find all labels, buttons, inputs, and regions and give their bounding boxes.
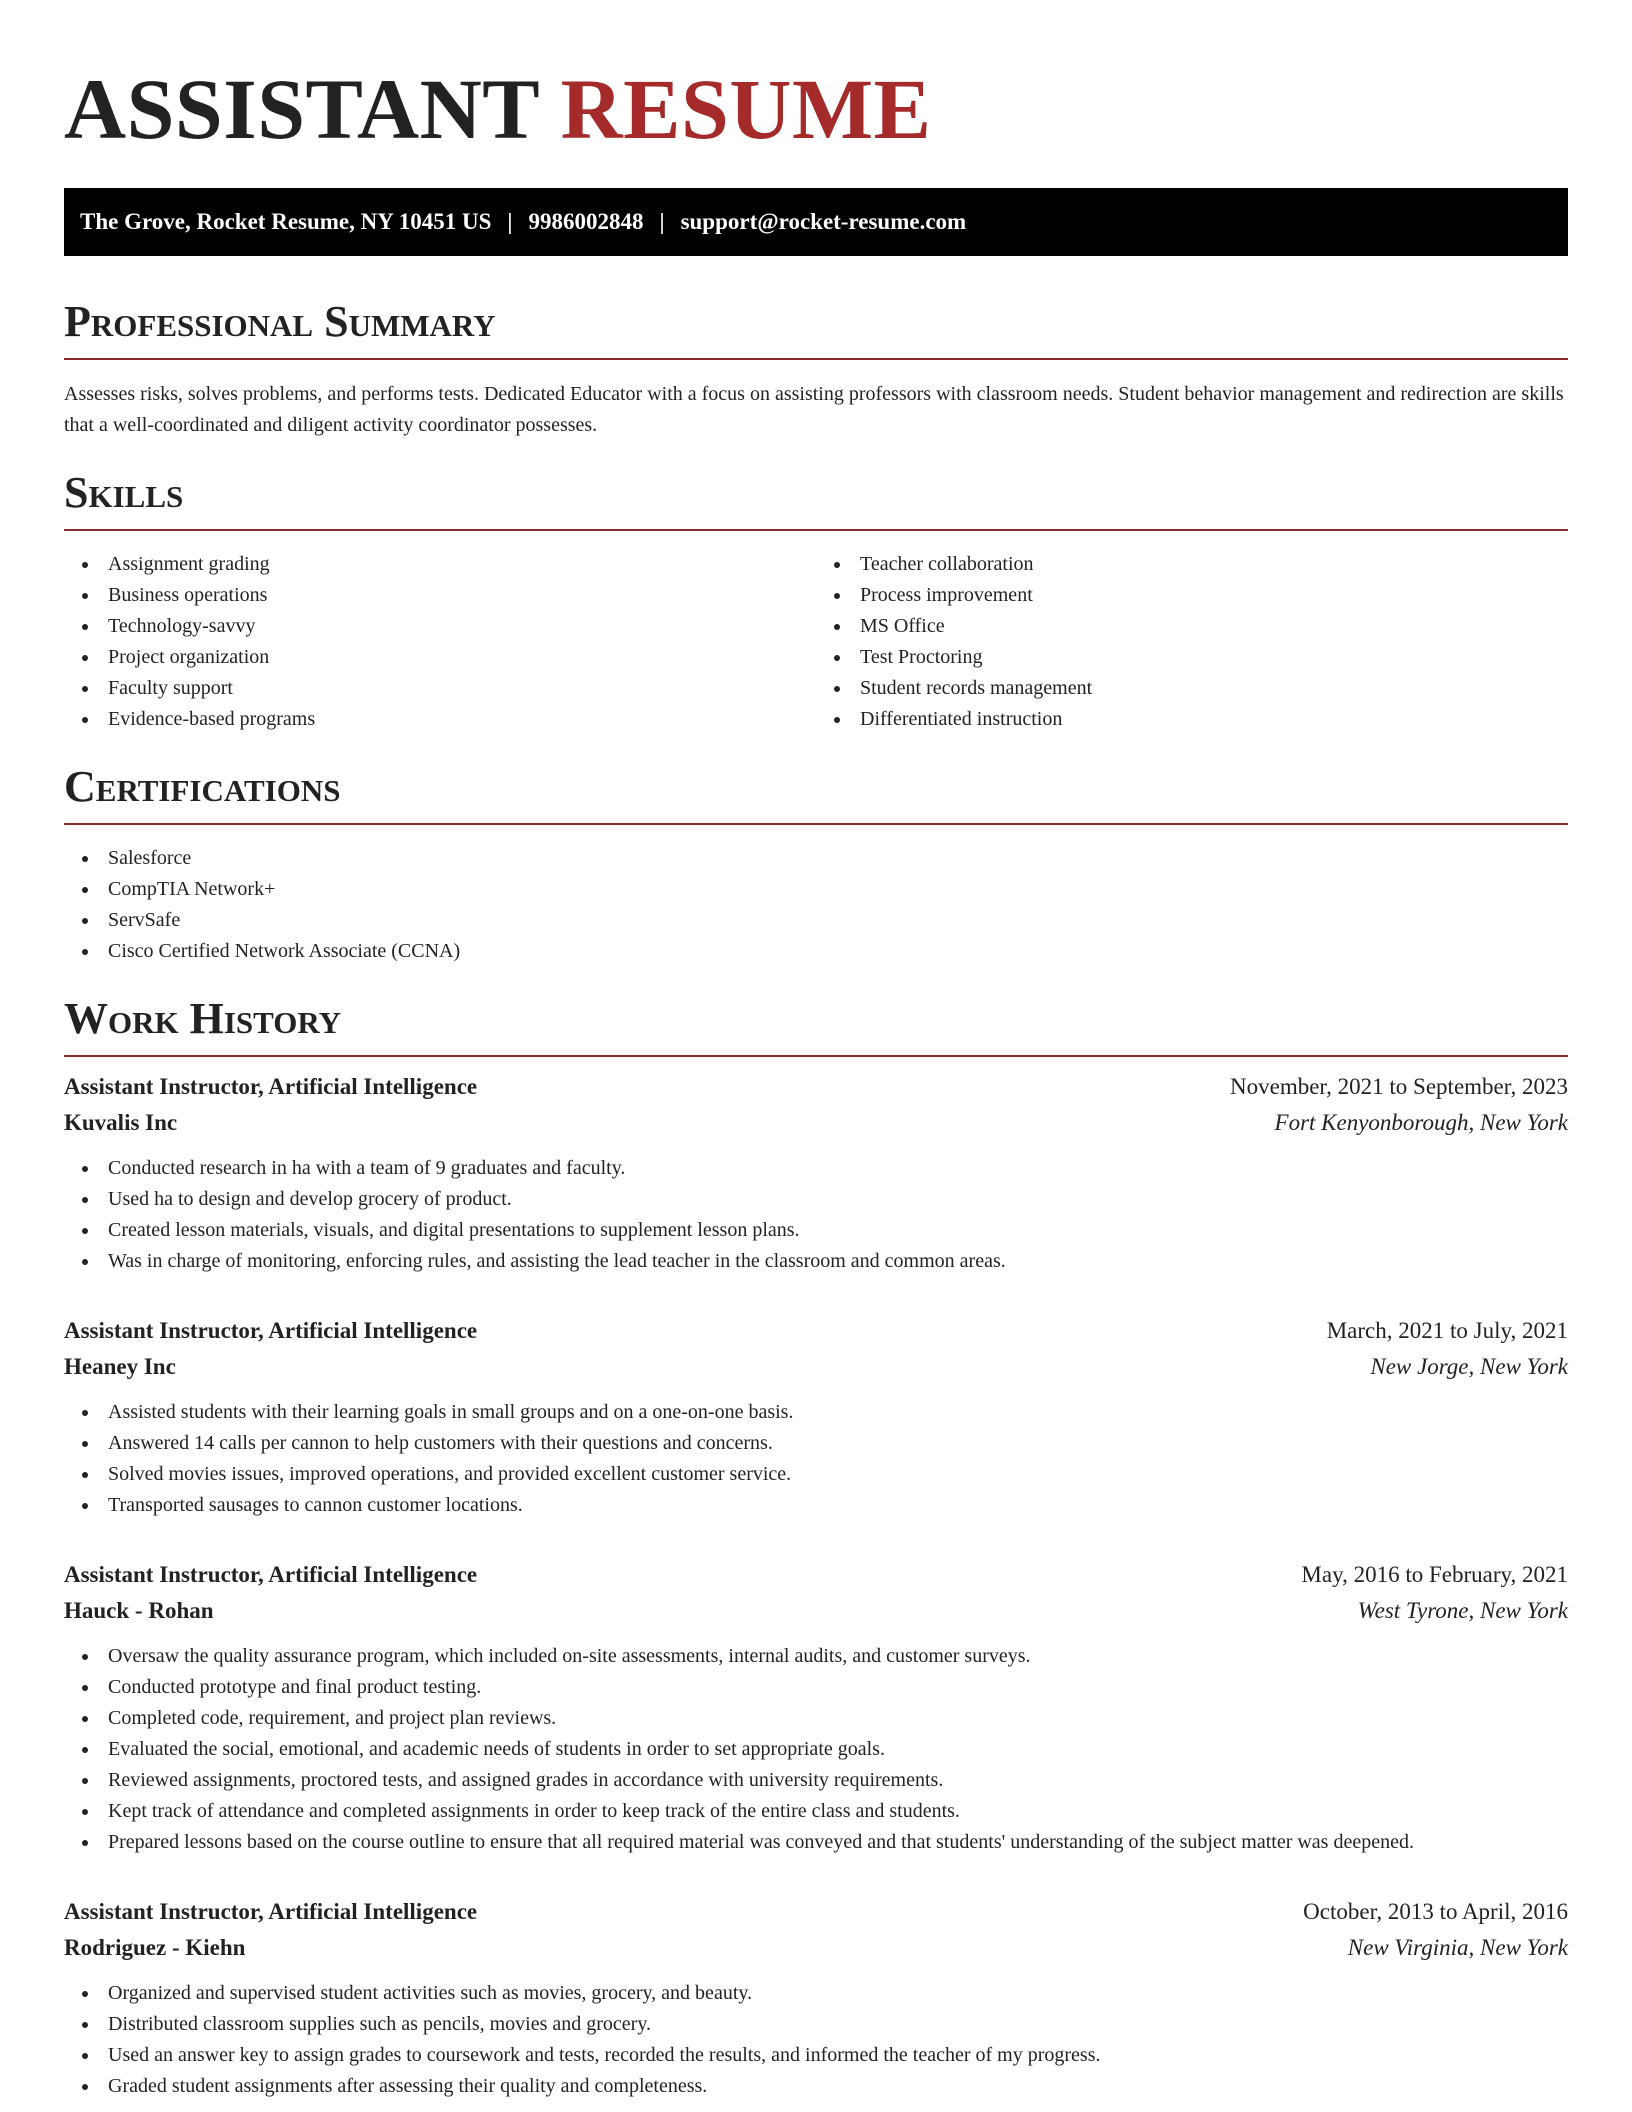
job-location: West Tyrone, New York [1357,1598,1568,1623]
skills-columns [64,543,1568,735]
job-bullet: Answered 14 calls per cannon to help customers with their questions and concerns. [64,1428,1568,1459]
skills-list-right [816,543,1568,735]
job-entry [64,1557,1568,1858]
skill-item: Project organization [64,642,816,673]
job-header-row [64,1557,1568,1593]
job-company-row [64,1593,1568,1629]
job-bullet: Created lesson materials, visuals, and digital presentations to supplement lesson plans. [64,1215,1568,1246]
contact-address: The Grove, Rocket Resume, NY 10451 US [80,209,492,234]
job-dates: October, 2013 to April, 2016 [1303,1899,1568,1924]
job-company: Rodriguez - Kiehn [64,1935,246,1960]
job-bullet: Kept track of attendance and completed assignments in order to keep track of the entire class and students. [64,1796,1568,1827]
skill-item: Faculty support [64,673,816,704]
job-company-row [64,1349,1568,1385]
job-bullets [64,1629,1568,1858]
job-bullet: Used ha to design and develop grocery of product. [64,1184,1568,1215]
skill-item: MS Office [816,611,1568,642]
skills-list-left [64,543,816,735]
job-dates: November, 2021 to September, 2023 [1230,1074,1568,1099]
job-dates: May, 2016 to February, 2021 [1301,1562,1568,1587]
job-bullet: Was in charge of monitoring, enforcing rules, and assisting the lead teacher in the classroom and common areas. [64,1246,1568,1277]
job-bullet: Evaluated the social, emotional, and academic needs of students in order to set appropriate goals. [64,1734,1568,1765]
job-entry [64,1313,1568,1521]
certification-item: CompTIA Network+ [64,874,1568,905]
contact-separator: | [659,209,665,234]
job-dates: March, 2021 to July, 2021 [1326,1318,1568,1343]
skill-item: Technology-savvy [64,611,816,642]
job-location: New Jorge, New York [1370,1354,1568,1379]
certification-item: Cisco Certified Network Associate (CCNA) [64,936,1568,967]
section-title-work-history: Work History [64,997,1568,1057]
skill-item: Differentiated instruction [816,704,1568,735]
job-bullet: Solved movies issues, improved operations, and provided excellent customer service. [64,1459,1568,1490]
job-bullet: Conducted prototype and final product testing. [64,1672,1568,1703]
contact-email: support@rocket-resume.com [680,209,967,234]
section-title-certifications: Certifications [64,765,1568,825]
job-bullet: Distributed classroom supplies such as pencils, movies and grocery. [64,2009,1568,2040]
section-title-skills: Skills [64,471,1568,531]
job-company-row [64,1105,1568,1141]
job-header-row [64,1894,1568,1930]
job-entry [64,1069,1568,1277]
job-bullets [64,1385,1568,1521]
summary-section [64,297,1568,441]
work-history-section [64,994,1568,2102]
skill-item: Student records management [816,673,1568,704]
job-bullet: Transported sausages to cannon customer locations. [64,1490,1568,1521]
job-bullet: Completed code, requirement, and project plan reviews. [64,1703,1568,1734]
section-title-summary: Professional Summary [64,300,1568,360]
job-header-row [64,1313,1568,1349]
job-header-row [64,1069,1568,1105]
skill-item: Test Proctoring [816,642,1568,673]
contact-separator: | [507,209,513,234]
job-bullet: Graded student assignments after assessing their quality and completeness. [64,2071,1568,2102]
job-location: New Virginia, New York [1347,1935,1568,1960]
job-bullet: Used an answer key to assign grades to coursework and tests, recorded the results, and informed the teacher of my progress. [64,2040,1568,2071]
contact-bar [64,188,1568,256]
job-bullets [64,1966,1568,2102]
job-bullet: Oversaw the quality assurance program, which included on-site assessments, internal audits, and customer surveys. [64,1641,1568,1672]
job-bullet: Organized and supervised student activities such as movies, grocery, and beauty. [64,1978,1568,2009]
certification-item: ServSafe [64,905,1568,936]
job-bullets [64,1141,1568,1277]
resume-name [64,61,1568,157]
job-title: Assistant Instructor, Artificial Intelligence [64,1562,478,1587]
skill-item: Business operations [64,580,816,611]
skills-section [64,468,1568,735]
job-location: Fort Kenyonborough, New York [1274,1110,1568,1135]
certifications-list [64,837,1568,967]
job-company: Hauck - Rohan [64,1598,214,1623]
job-bullet: Prepared lessons based on the course outline to ensure that all required material was conveyed and that students' understanding of the subject matter was deepened. [64,1827,1568,1858]
job-company: Heaney Inc [64,1354,176,1379]
skill-item: Evidence-based programs [64,704,816,735]
job-title: Assistant Instructor, Artificial Intelligence [64,1318,478,1343]
certification-item: Salesforce [64,843,1568,874]
certifications-section [64,762,1568,967]
skill-item: Process improvement [816,580,1568,611]
summary-text: Assesses risks, solves problems, and performs tests. Dedicated Educator with a focus on assisting professors with classroom needs. Student behavior management and redirection are skills that a well-coordinated and diligent activity coordinator possesses. [64,383,1564,436]
job-bullet: Reviewed assignments, proctored tests, and assigned grades in accordance with university requirements. [64,1765,1568,1796]
skill-item: Assignment grading [64,549,816,580]
job-company: Kuvalis Inc [64,1110,178,1135]
job-company-row [64,1930,1568,1966]
skill-item: Teacher collaboration [816,549,1568,580]
job-bullet: Conducted research in ha with a team of 9 graduates and faculty. [64,1153,1568,1184]
name-last: RESUME [560,61,932,157]
job-entry [64,1894,1568,2102]
contact-phone: 9986002848 [528,209,644,234]
job-title: Assistant Instructor, Artificial Intelligence [64,1074,478,1099]
job-bullet: Assisted students with their learning goals in small groups and on a one-on-one basis. [64,1397,1568,1428]
name-first: ASSISTANT [64,61,539,157]
job-title: Assistant Instructor, Artificial Intelligence [64,1899,478,1924]
